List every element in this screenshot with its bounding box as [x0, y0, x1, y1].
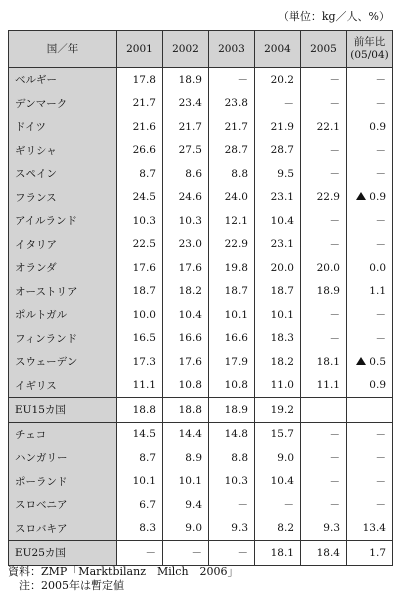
value-cell: 27.5	[163, 139, 209, 163]
table-row	[9, 446, 393, 470]
value-cell: －	[301, 446, 347, 470]
value-cell: －	[255, 92, 301, 116]
value-cell: 23.0	[163, 233, 209, 257]
value-cell: 9.4	[163, 493, 209, 517]
value-cell: －	[255, 493, 301, 517]
value-cell: 17.8	[117, 68, 163, 92]
value-cell: 10.0	[117, 303, 163, 327]
value-cell: 23.1	[255, 233, 301, 257]
table-row	[9, 280, 393, 304]
value-cell: 17.3	[117, 350, 163, 374]
table-row	[9, 115, 393, 139]
yoy-cell: －	[347, 303, 393, 327]
value-cell: －	[301, 233, 347, 257]
value-cell: 6.7	[117, 493, 163, 517]
value-cell: －	[301, 68, 347, 92]
yoy-cell: －	[347, 327, 393, 351]
header-yoy	[347, 31, 393, 68]
value-cell: 11.1	[301, 374, 347, 398]
value-cell: －	[163, 541, 209, 566]
value-cell: 11.1	[117, 374, 163, 398]
value-cell: 14.8	[209, 422, 255, 446]
value-cell: 10.3	[117, 209, 163, 233]
value-cell: 8.2	[255, 517, 301, 541]
country-name: イギリス	[9, 374, 117, 398]
country-name: ギリシャ	[9, 139, 117, 163]
value-cell: －	[301, 92, 347, 116]
yoy-cell: －	[347, 422, 393, 446]
value-cell: 20.0	[301, 256, 347, 280]
provisional-note: 注：2005年は暫定値	[8, 579, 124, 592]
value-cell: 8.8	[209, 446, 255, 470]
value-cell: 10.1	[117, 470, 163, 494]
value-cell: 16.6	[209, 327, 255, 351]
yoy-cell: －	[347, 68, 393, 92]
country-name: デンマーク	[9, 92, 117, 116]
value-cell: 18.7	[209, 280, 255, 304]
value-cell: 10.1	[163, 470, 209, 494]
value-cell: 8.6	[163, 162, 209, 186]
value-cell: 16.6	[163, 327, 209, 351]
footnotes	[8, 565, 239, 593]
value-cell: －	[301, 139, 347, 163]
value-cell: 22.5	[117, 233, 163, 257]
yoy-cell: 0.9	[347, 374, 393, 398]
yoy-cell	[347, 398, 393, 423]
value-cell: －	[301, 162, 347, 186]
value-cell: 20.2	[255, 68, 301, 92]
table-row	[9, 92, 393, 116]
value-cell: 10.1	[209, 303, 255, 327]
value-cell: 22.9	[209, 233, 255, 257]
yoy-cell: －	[347, 139, 393, 163]
value-cell: 18.1	[255, 541, 301, 566]
yoy-cell: －	[347, 233, 393, 257]
country-name: スペイン	[9, 162, 117, 186]
yoy-cell: 0.9	[347, 115, 393, 139]
value-cell: 18.9	[301, 280, 347, 304]
header-country-year: 国／年	[9, 31, 117, 68]
table-row	[9, 327, 393, 351]
country-name: フィンランド	[9, 327, 117, 351]
table-row	[9, 209, 393, 233]
value-cell: 18.9	[163, 68, 209, 92]
value-cell: 8.7	[117, 162, 163, 186]
value-cell: 11.0	[255, 374, 301, 398]
value-cell: 10.3	[163, 209, 209, 233]
value-cell: 9.0	[255, 446, 301, 470]
value-cell: 12.1	[209, 209, 255, 233]
value-cell: 28.7	[209, 139, 255, 163]
table-row	[9, 493, 393, 517]
table-row	[9, 162, 393, 186]
header-yoy-period: (05/04)	[350, 49, 389, 61]
yoy-cell: －	[347, 446, 393, 470]
value-cell: 23.4	[163, 92, 209, 116]
header-2002: 2002	[163, 31, 209, 68]
table-row	[9, 470, 393, 494]
value-cell: 9.5	[255, 162, 301, 186]
country-name: EU15カ国	[9, 398, 117, 423]
header-row	[9, 31, 393, 68]
table-row	[9, 233, 393, 257]
value-cell: 19.2	[255, 398, 301, 423]
yoy-cell: －	[347, 162, 393, 186]
header-yoy-label: 前年比	[353, 36, 386, 48]
value-cell: 18.8	[163, 398, 209, 423]
table-row	[9, 139, 393, 163]
value-cell: 18.2	[163, 280, 209, 304]
yoy-cell	[347, 186, 393, 210]
value-cell: 8.7	[117, 446, 163, 470]
consumption-table	[8, 30, 393, 566]
country-name: イタリア	[9, 233, 117, 257]
table-row	[9, 350, 393, 374]
header-2005: 2005	[301, 31, 347, 68]
table-row	[9, 303, 393, 327]
value-cell: －	[301, 470, 347, 494]
country-name: スロベニア	[9, 493, 117, 517]
value-cell: 15.7	[255, 422, 301, 446]
value-cell: 18.8	[117, 398, 163, 423]
value-cell	[301, 398, 347, 423]
yoy-cell: 1.1	[347, 280, 393, 304]
yoy-value: 0.5	[369, 355, 386, 368]
value-cell: 22.9	[301, 186, 347, 210]
country-name: アイルランド	[9, 209, 117, 233]
value-cell: 18.9	[209, 398, 255, 423]
yoy-cell: 0.0	[347, 256, 393, 280]
value-cell: 24.6	[163, 186, 209, 210]
value-cell: 10.4	[255, 470, 301, 494]
value-cell: 18.7	[117, 280, 163, 304]
value-cell: 23.8	[209, 92, 255, 116]
yoy-cell	[347, 350, 393, 374]
table-row	[9, 256, 393, 280]
value-cell: －	[117, 541, 163, 566]
country-name: オランダ	[9, 256, 117, 280]
value-cell: 17.6	[163, 350, 209, 374]
header-2001: 2001	[117, 31, 163, 68]
value-cell: 28.7	[255, 139, 301, 163]
country-name: スウェーデン	[9, 350, 117, 374]
decrease-triangle-icon	[356, 192, 366, 200]
value-cell: 24.0	[209, 186, 255, 210]
value-cell: －	[301, 209, 347, 233]
value-cell: 21.7	[163, 115, 209, 139]
table-row	[9, 374, 393, 398]
value-cell: 21.7	[209, 115, 255, 139]
value-cell: 22.1	[301, 115, 347, 139]
table-body	[9, 68, 393, 566]
value-cell: 10.1	[255, 303, 301, 327]
yoy-cell: －	[347, 92, 393, 116]
value-cell: 14.5	[117, 422, 163, 446]
table-row	[9, 186, 393, 210]
value-cell: 17.6	[117, 256, 163, 280]
country-name: ベルギー	[9, 68, 117, 92]
value-cell: －	[301, 493, 347, 517]
yoy-cell: －	[347, 493, 393, 517]
country-name: チェコ	[9, 422, 117, 446]
table-row	[9, 68, 393, 92]
country-name: EU25カ国	[9, 541, 117, 566]
header-2004: 2004	[255, 31, 301, 68]
value-cell: 19.8	[209, 256, 255, 280]
country-name: ポーランド	[9, 470, 117, 494]
value-cell: 21.9	[255, 115, 301, 139]
summary-row	[9, 541, 393, 566]
yoy-value: 0.9	[369, 191, 386, 204]
summary-row	[9, 398, 393, 423]
value-cell: 10.8	[163, 374, 209, 398]
value-cell: 16.5	[117, 327, 163, 351]
country-name: スロバキア	[9, 517, 117, 541]
country-name: ハンガリー	[9, 446, 117, 470]
yoy-cell: －	[347, 209, 393, 233]
table-row	[9, 422, 393, 446]
value-cell: 10.3	[209, 470, 255, 494]
value-cell: 20.0	[255, 256, 301, 280]
country-name: フランス	[9, 186, 117, 210]
yoy-cell: －	[347, 470, 393, 494]
value-cell: 8.3	[117, 517, 163, 541]
value-cell: 17.9	[209, 350, 255, 374]
value-cell: 18.2	[255, 350, 301, 374]
value-cell: －	[209, 541, 255, 566]
value-cell: 21.6	[117, 115, 163, 139]
value-cell: －	[209, 493, 255, 517]
value-cell: 24.5	[117, 186, 163, 210]
header-2003: 2003	[209, 31, 255, 68]
decrease-triangle-icon	[356, 357, 366, 365]
source-note: 資料：ZMP「Marktbilanz Milch 2006」	[8, 565, 239, 578]
country-name: オーストリア	[9, 280, 117, 304]
table-row	[9, 517, 393, 541]
value-cell: 21.7	[117, 92, 163, 116]
value-cell: 17.6	[163, 256, 209, 280]
yoy-cell: 13.4	[347, 517, 393, 541]
country-name: ドイツ	[9, 115, 117, 139]
value-cell: 18.4	[301, 541, 347, 566]
value-cell: －	[301, 422, 347, 446]
value-cell: 8.9	[163, 446, 209, 470]
value-cell: －	[301, 327, 347, 351]
value-cell: 18.3	[255, 327, 301, 351]
country-name: ポルトガル	[9, 303, 117, 327]
value-cell: 10.4	[255, 209, 301, 233]
yoy-cell: 1.7	[347, 541, 393, 566]
value-cell: 9.3	[209, 517, 255, 541]
value-cell: 26.6	[117, 139, 163, 163]
value-cell: 23.1	[255, 186, 301, 210]
value-cell: 10.8	[209, 374, 255, 398]
unit-label: （単位：kg／人、%）	[277, 10, 390, 23]
value-cell: 14.4	[163, 422, 209, 446]
value-cell: 18.1	[301, 350, 347, 374]
value-cell: 18.7	[255, 280, 301, 304]
value-cell: 8.8	[209, 162, 255, 186]
value-cell: 10.4	[163, 303, 209, 327]
value-cell: 9.0	[163, 517, 209, 541]
value-cell: －	[209, 68, 255, 92]
value-cell: 9.3	[301, 517, 347, 541]
value-cell: －	[301, 303, 347, 327]
